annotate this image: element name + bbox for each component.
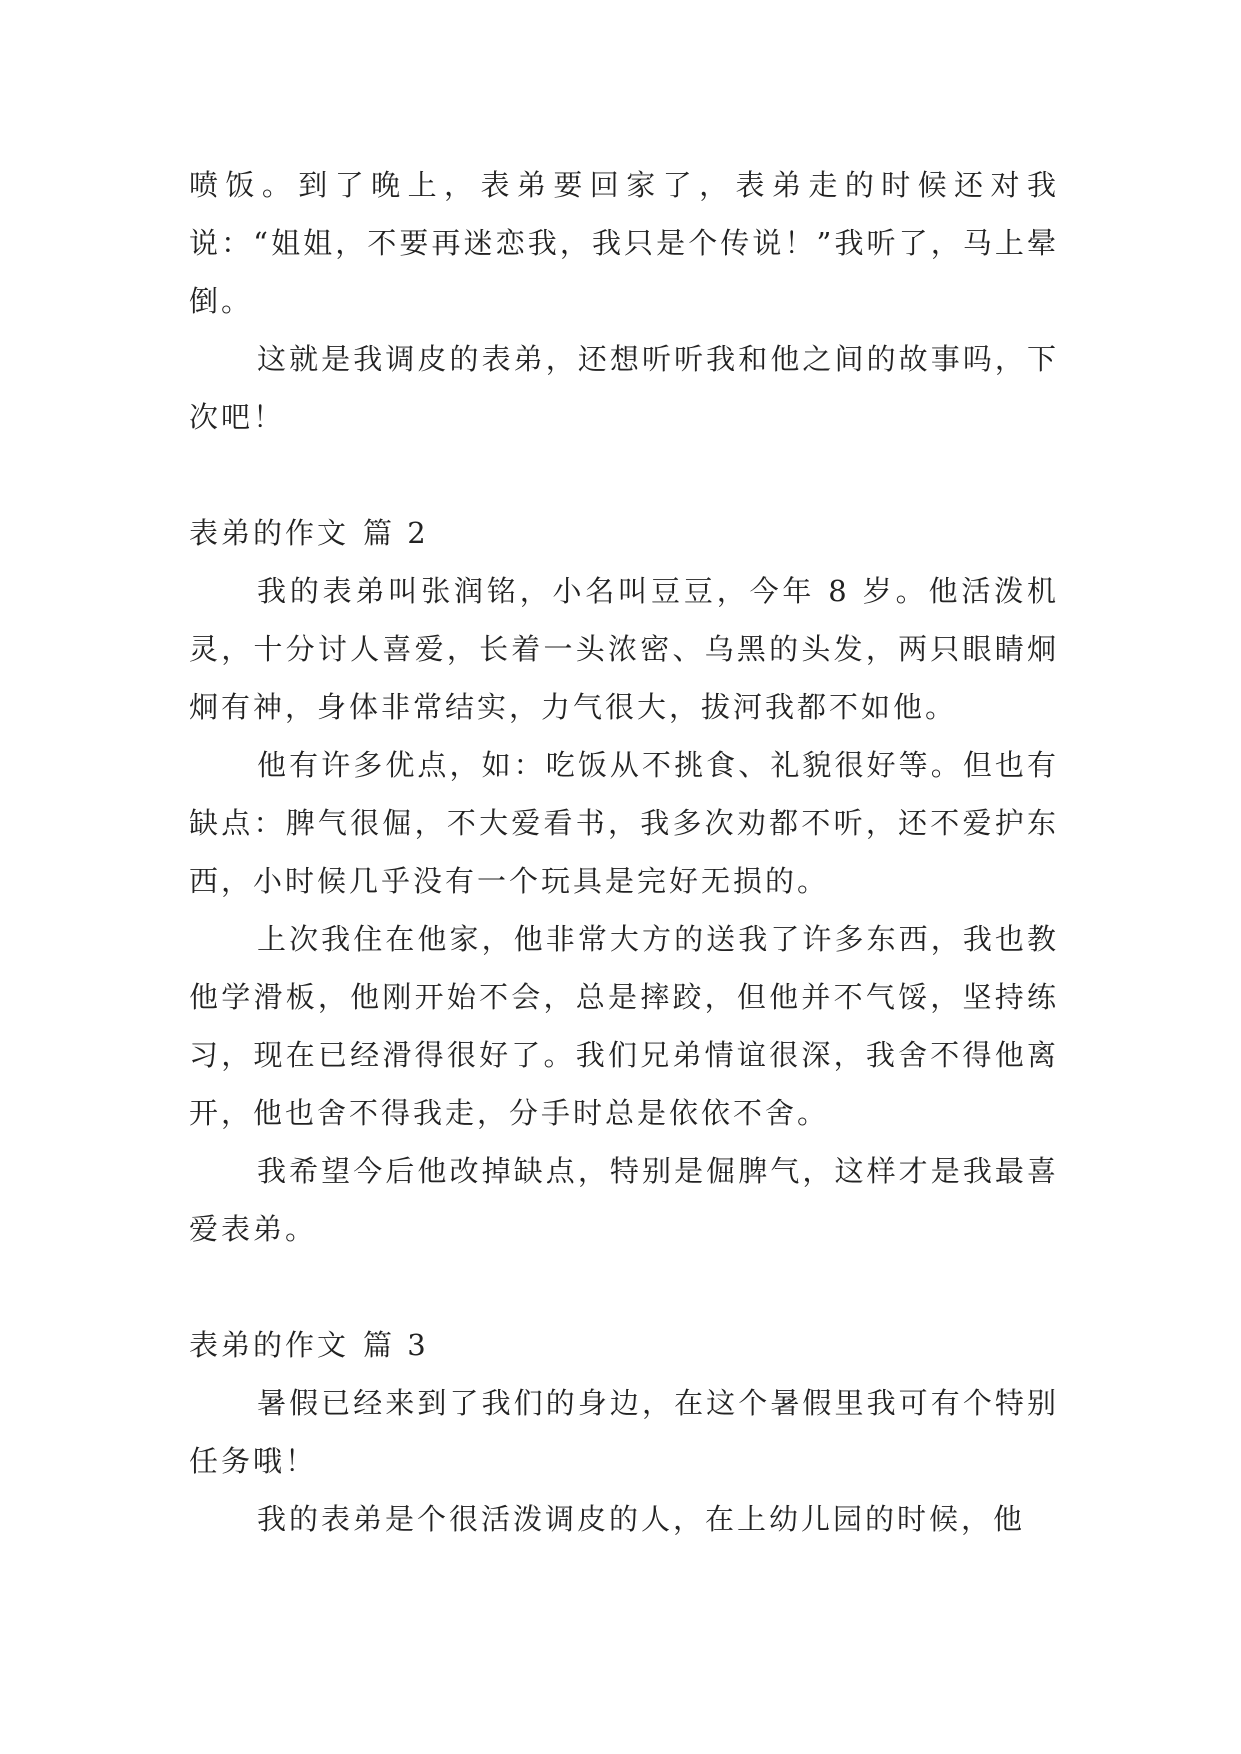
paragraph: 暑假已经来到了我们的身边，在这个暑假里我可有个特别任务哦！ [189,1386,1059,1478]
section-heading [189,504,1059,562]
section-number: 篇 2 [363,516,429,550]
essay-section-2 [189,504,1059,1258]
section-number: 篇 3 [363,1328,429,1362]
document-body [189,156,1059,1548]
paragraph: 他有许多优点，如：吃饭从不挑食、礼貌很好等。但也有缺点：脾气很倔，不大爱看书，我多次劝都不听，还不爱护东西，小时候几乎没有一个玩具是完好无损的。 [189,748,1059,898]
section-title: 表弟的作文 [189,1328,350,1362]
paragraph: 我希望今后他改掉缺点，特别是倔脾气，这样才是我最喜爱表弟。 [189,1154,1059,1246]
paragraph: 我的表弟是个很活泼调皮的人，在上幼儿园的时候，他 [257,1502,1026,1536]
paragraph: 我的表弟叫张润铭，小名叫豆豆，今年 8 岁。他活泼机灵，十分讨人喜爱，长着一头浓密、乌黑的头发，两只眼睛炯炯有神，身体非常结实，力气很大，拔河我都不如他。 [189,574,1059,724]
paragraph: 上次我住在他家，他非常大方的送我了许多东西，我也教他学滑板，他刚开始不会，总是摔跤，但他并不气馁，坚持练习，现在已经滑得很好了。我们兄弟情谊很深，我舍不得他离开，他也舍不得我走，分手时总是依依不舍。 [189,922,1059,1130]
section-title: 表弟的作文 [189,516,350,550]
continued-paragraph: 喷饭。到了晚上，表弟要回家了，表弟走的时候还对我说：“姐姐，不要再迷恋我，我只是个传说！”我听了，马上晕倒。 [189,168,1059,318]
essay-section-3 [189,1316,1059,1548]
section-heading [189,1316,1059,1374]
paragraph: 这就是我调皮的表弟，还想听听我和他之间的故事吗，下次吧！ [189,342,1059,434]
